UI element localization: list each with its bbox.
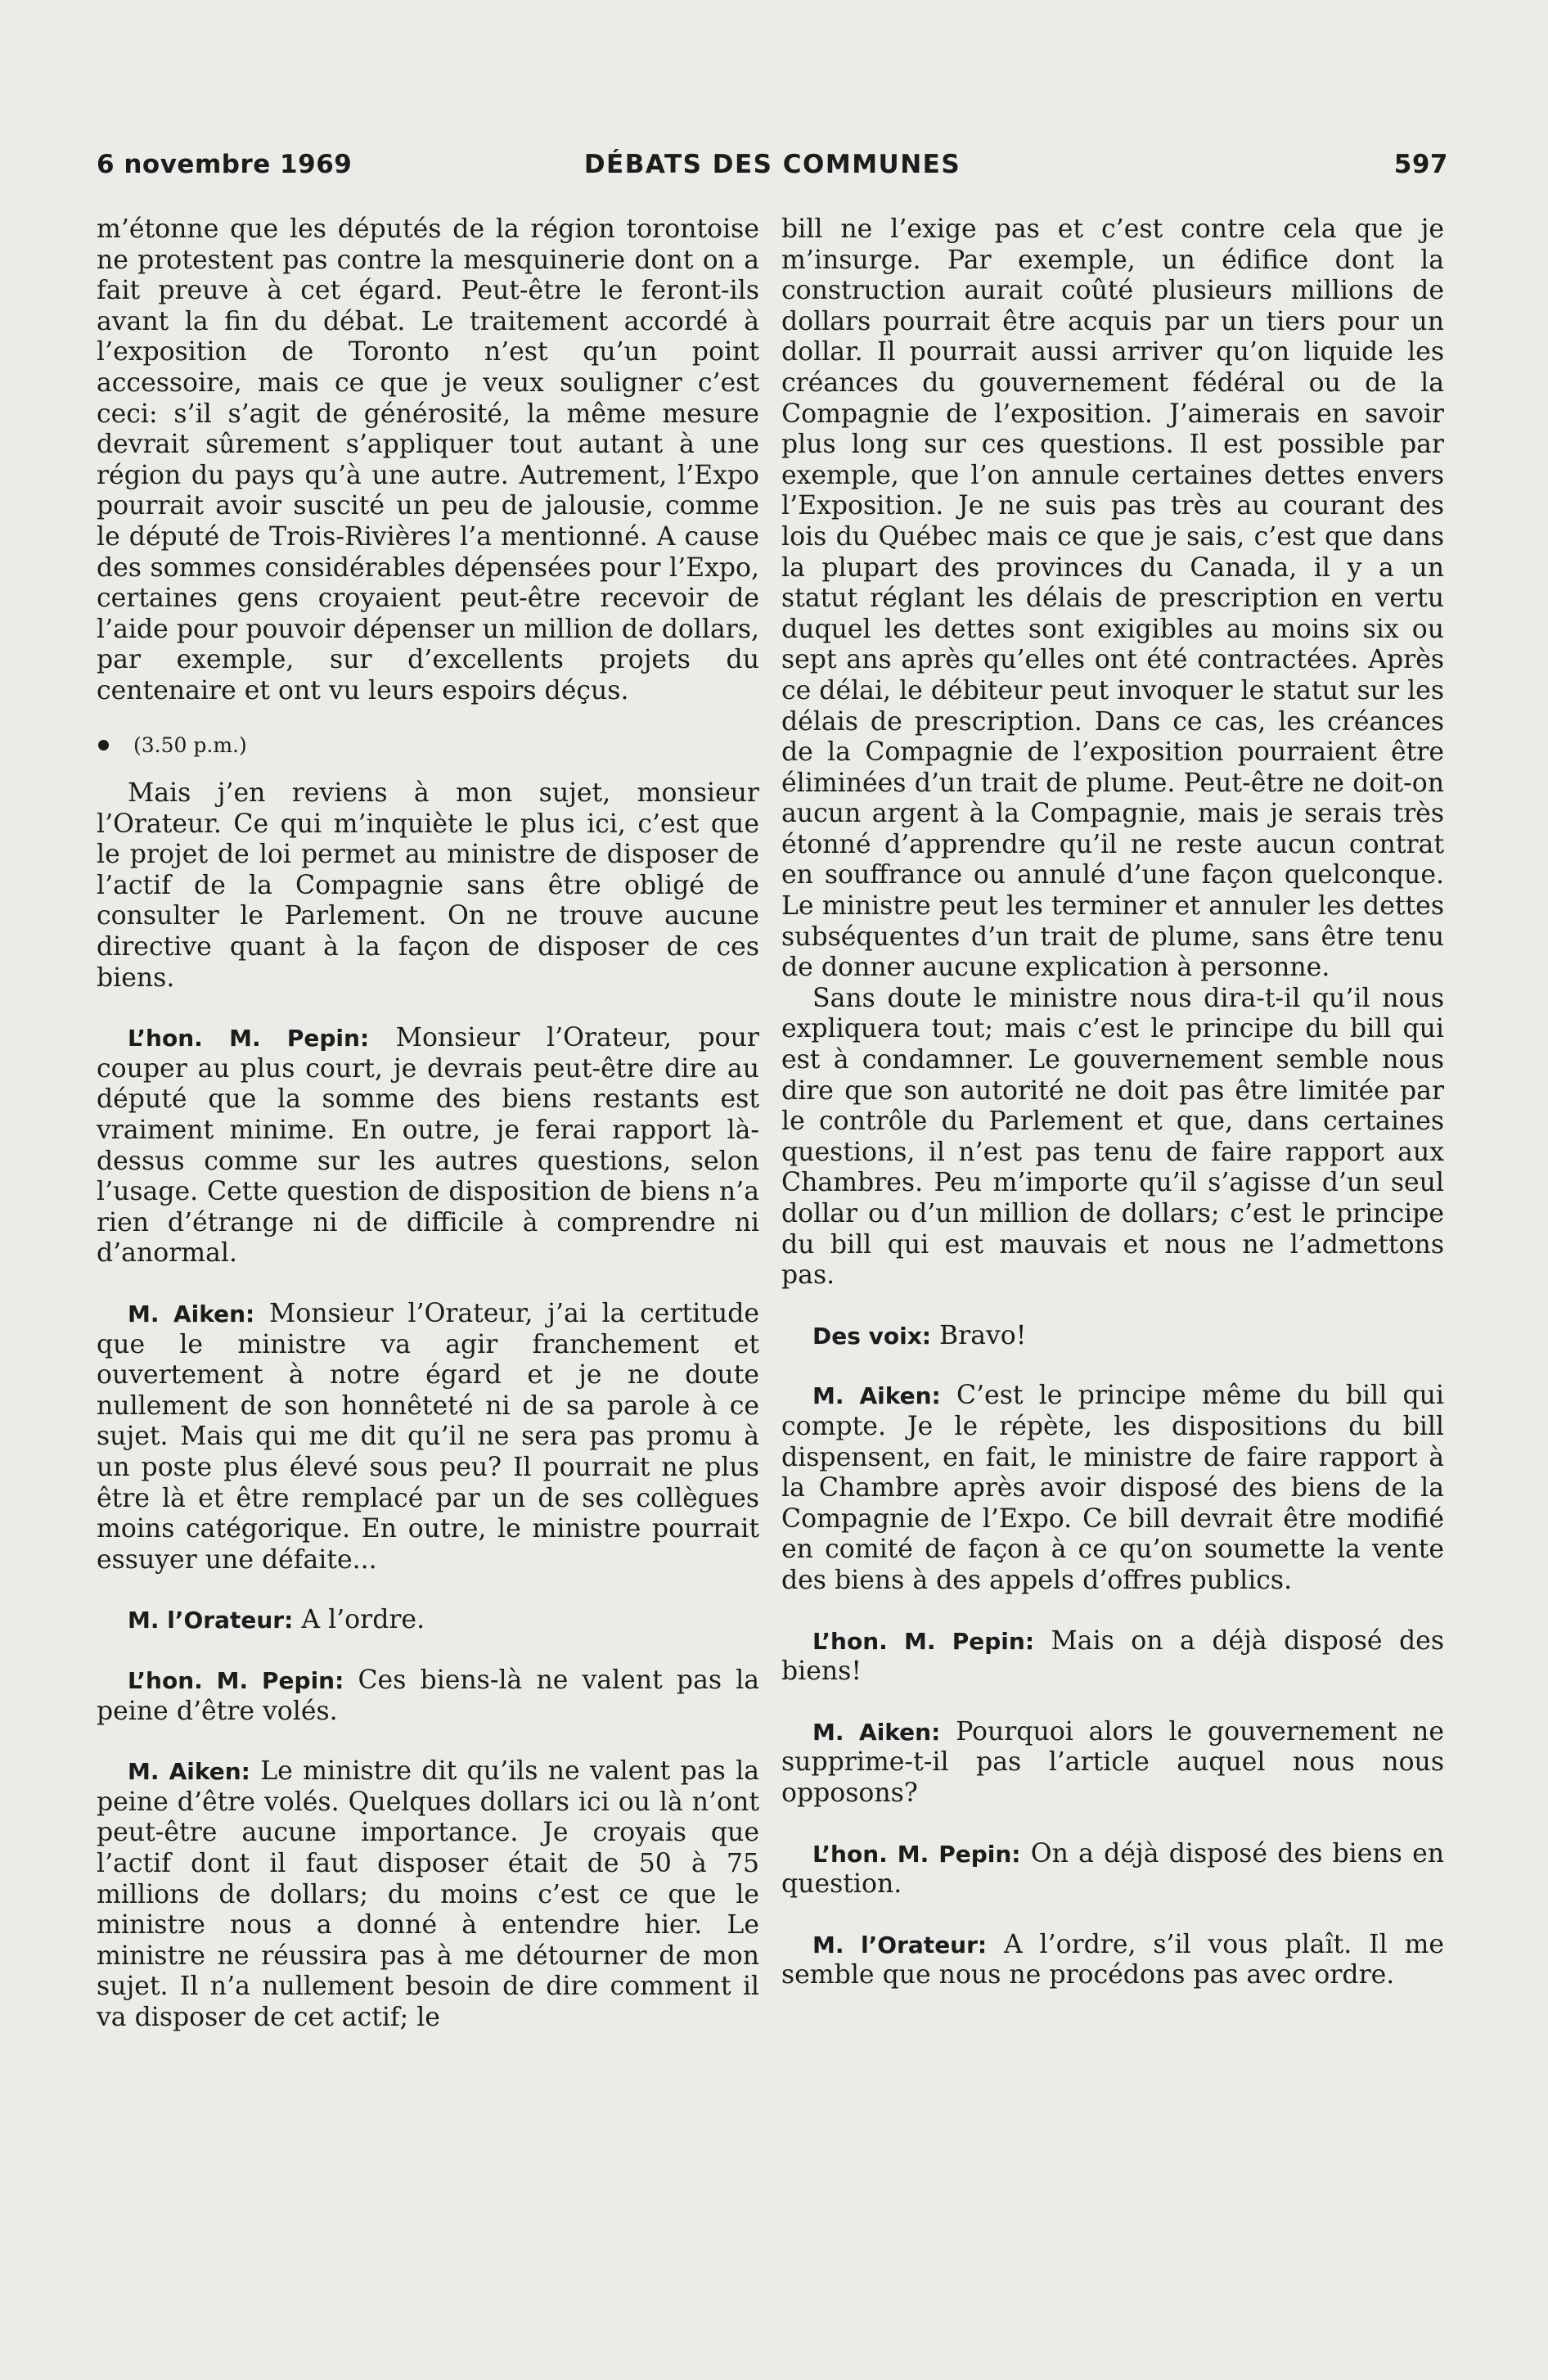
speaker-name: M. l’Orateur: [812, 1931, 988, 1959]
speech [97, 1666, 759, 1727]
speaker-name: Des voix: [812, 1322, 931, 1350]
right-column [781, 214, 1444, 1991]
speech-text: Ces biens-là ne valent pas la peine d’être volés. [97, 1665, 760, 1726]
speaker-name: M. l’Orateur: [128, 1607, 294, 1634]
speech [97, 1756, 759, 2033]
speech-text: C’est le principe même du bill qui compte. Je le répète, les dispositions du bill dispensent, en fait, le ministre de faire rapport à la Chambre après avoir disposé des biens de la Compagnie de l’Expo. Ce bill devrait être modifié en comité de façon à ce qu’on soumette la vente des biens à des appels d’offres publics. [781, 1381, 1445, 1595]
speaker-name: L’hon. M. Pepin: [128, 1025, 370, 1053]
speaker-name: L’hon. M. Pepin: [128, 1666, 344, 1694]
speech [781, 1626, 1444, 1688]
speech-text: A l’ordre, s’il vous plaît. Il me semble que nous ne procédons pas avec ordre. [781, 1929, 1444, 1990]
speaker-name: L’hon. M. Pepin: [812, 1627, 1035, 1655]
speech-text: Mais on a déjà disposé des biens! [781, 1625, 1444, 1687]
header-title: DÉBATS DES COMMUNES [583, 150, 961, 179]
paragraph: m’étonne que les députés de la région torontoise ne protestent pas contre la mesquinerie dont on a fait preuve à cet égard. Peut-être le feront-ils avant la fin du débat. Le traitement accordé à l’exposition de Toronto n’est qu’un point accessoire, mais ce que je veux souligner c’est ceci: s’il s’agit de générosité, la même mesure devrait sûrement s’appliquer tout autant à une région du pays qu’à une autre. Autrement, l’Expo pourrait avoir suscité un peu de jalousie, comme le député de Trois-Rivières l’a mentionné. A cause des sommes considérables dépensées pour l’Expo, certaines gens croyaient peut-être recevoir de l’aide pour pouvoir dépenser un million de dollars, par exemple, sur d’excellents projets du centenaire et ont vu leurs espoirs déçus. [97, 214, 759, 705]
timestamp-text: (3.50 p.m.) [133, 732, 247, 757]
speaker-name: M. Aiken: [128, 1758, 250, 1786]
speech-text: On a déjà disposé des biens en question. [781, 1838, 1445, 1900]
page-number: 597 [1393, 150, 1448, 179]
bullet-icon [98, 740, 109, 751]
speaker-name: M. Aiken: [128, 1300, 255, 1327]
left-column [97, 214, 759, 2033]
speech [97, 1299, 759, 1575]
timestamp-marker [97, 730, 759, 761]
speaker-name: M. Aiken: [812, 1382, 941, 1410]
header-date: 6 novembre 1969 [97, 150, 353, 179]
speech-text: Pourquoi alors le gouvernement ne supprime-t-il pas l’article auquel nous nous opposons? [781, 1716, 1444, 1808]
speech-text: A l’ordre. [301, 1605, 425, 1635]
speech [781, 1839, 1444, 1900]
paragraph: Sans doute le ministre nous dira-t-il qu’il nous expliquera tout; mais c’est le principe du bill qui est à condamner. Le gouvernement semble nous dire que son autorité ne doit pas être limitée par le contrôle du Parlement et que, dans certaines questions, il n’est pas tenu de faire rapport aux Chambres. Peu m’importe qu’il s’agisse d’un seul dollar ou d’un million de dollars; c’est le principe du bill qui est mauvais et nous ne l’admettons pas. [781, 983, 1444, 1291]
speech [97, 1023, 759, 1269]
speech-text: Le ministre dit qu’ils ne valent pas la peine d’être volés. Quelques dollars ici ou là n’ont peut-être aucune importance. Je croyais que l’actif dont il faut disposer était de 50 à 75 millions de dollars; du moins c’est ce que le ministre nous a donné à entendre hier. Le ministre ne réussira pas à me détourner de mon sujet. Il n’a nullement besoin de dire comment il va disposer de cet actif; le [97, 1756, 759, 2032]
paragraph: Mais j’en reviens à mon sujet, monsieur l’Orateur. Ce qui m’inquiète le plus ici, c’est que le projet de loi permet au ministre de disposer de l’actif de la Compagnie sans être obligé de consulter le Parlement. On ne trouve aucune directive quant à la façon de disposer de ces biens. [97, 778, 759, 993]
page-header [97, 150, 1448, 187]
paragraph: bill ne l’exige pas et c’est contre cela que je m’insurge. Par exemple, un édifice dont la construction aurait coûté plusieurs millions de dollars pourrait être acquis par un tiers pour un dollar. Il pourrait aussi arriver qu’on liquide les créances du gouvernement fédéral ou de la Compagnie de l’exposition. J’aimerais en savoir plus long sur ces questions. Il est possible par exemple, que l’on annule certaines dettes envers l’Exposition. Je ne suis pas très au courant des lois du Québec mais ce que je sais, c’est que dans la plupart des provinces du Canada, il y a un statut réglant les délais de prescription en vertu duquel les dettes sont exigibles au moins six ou sept ans après qu’elles ont été contractées. Après ce délai, le débiteur peut invoquer le statut sur les délais de prescription. Dans ce cas, les créances de la Compagnie de l’exposition pourraient être éliminées d’un trait de plume. Peut-être ne doit-on aucun argent à la Compagnie, mais je serais très étonné d’apprendre qu’il ne reste aucun contrat en souffrance ou annulé d’une façon quelconque. Le ministre peut les terminer et annuler les dettes subséquentes d’un trait de plume, sans être tenu de donner aucune explication à personne. [781, 214, 1444, 983]
speech [781, 1321, 1444, 1352]
speech [781, 1930, 1444, 1991]
speaker-name: L’hon. M. Pepin: [812, 1840, 1021, 1868]
speech [781, 1381, 1444, 1596]
speech [97, 1605, 759, 1636]
speech-text: Bravo! [939, 1320, 1027, 1350]
speech-text: Monsieur l’Orateur, j’ai la certitude que le ministre va agir franchement et ouvertement à notre égard et je ne doute nullement de son honnêteté ni de sa parole à ce sujet. Mais qui me dit qu’il ne sera pas promu à un poste plus élevé sous peu? Il pourrait ne plus être là et être remplacé par un de ses collègues moins catégorique. En outre, le ministre pourrait essuyer une défaite... [97, 1299, 759, 1575]
speech-text: Monsieur l’Orateur, pour couper au plus court, je devrais peut-être dire au député que la somme des biens restants est vraiment minime. En outre, je ferai rapport là-dessus comme sur les autres questions, selon l’usage. Cette question de disposition de biens n’a rien d’étrange ni de difficile à comprendre ni d’anormal. [97, 1023, 759, 1269]
speech [781, 1717, 1444, 1810]
speaker-name: M. Aiken: [812, 1718, 941, 1746]
